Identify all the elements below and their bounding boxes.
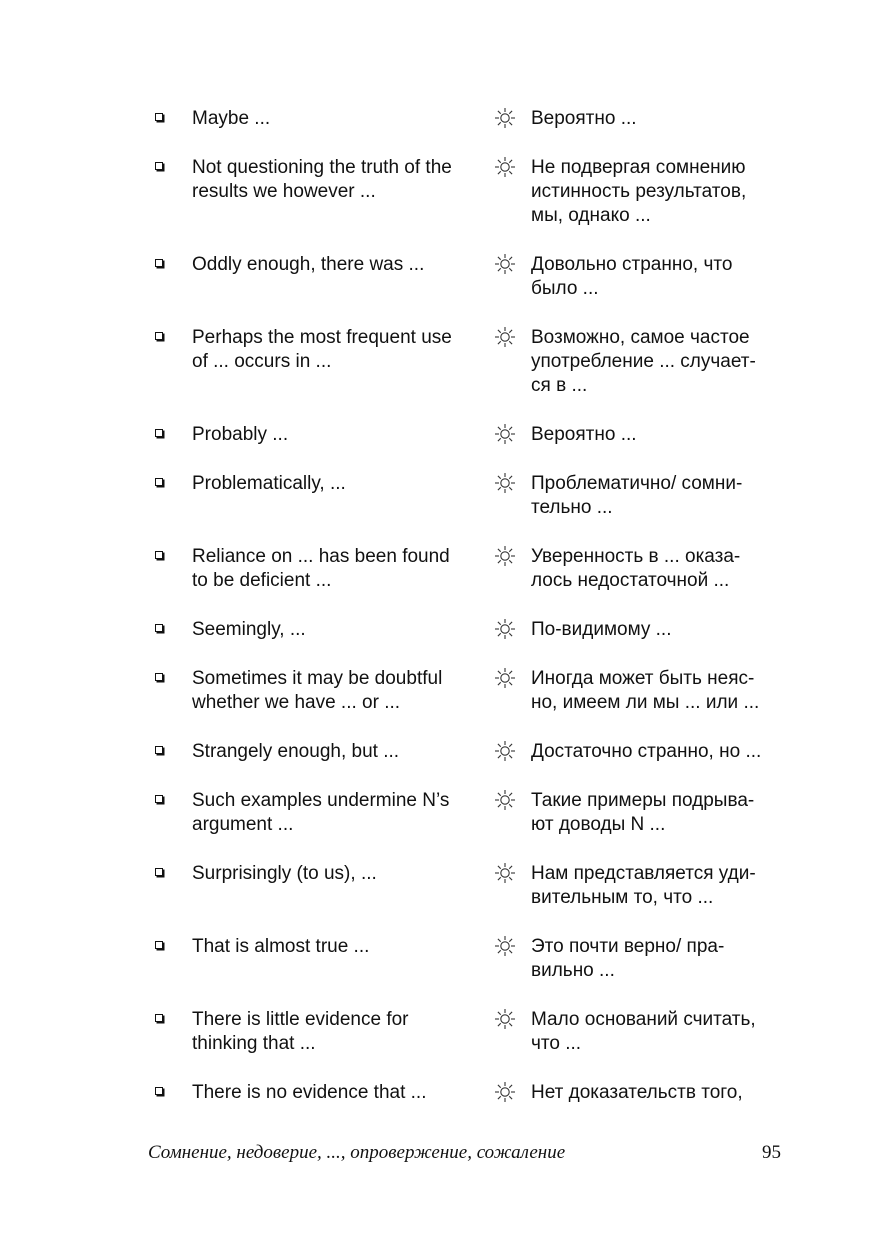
russian-translation: [531, 935, 793, 983]
checkbox-bullet-icon: [155, 1014, 163, 1022]
english-phrase: [192, 107, 482, 131]
english-phrase: [192, 789, 482, 837]
russian-translation-line: вительным то, что ...: [531, 887, 714, 908]
russian-translation-line: Нет доказательств того,: [531, 1082, 743, 1103]
russian-translation-line: Не подвергая сомнению: [531, 157, 746, 178]
phrase-entry: [0, 789, 872, 837]
english-phrase-line: Sometimes it may be doubtful: [192, 668, 443, 689]
russian-translation-line: Мало оснований считать,: [531, 1009, 756, 1030]
russian-translation-line: Это почти верно/ пра-: [531, 936, 725, 957]
sun-icon: [494, 1081, 516, 1103]
english-phrase: [192, 1008, 482, 1056]
english-phrase-line: There is no evidence that ...: [192, 1082, 427, 1103]
english-phrase-line: Surprisingly (to us), ...: [192, 863, 377, 884]
russian-translation: [531, 326, 793, 398]
english-phrase-line: Oddly enough, there was ...: [192, 254, 425, 275]
russian-translation: [531, 618, 793, 642]
english-phrase-line: thinking that ...: [192, 1033, 316, 1054]
russian-translation-line: По-видимому ...: [531, 619, 672, 640]
phrase-entry: [0, 326, 872, 398]
russian-translation: [531, 545, 793, 593]
phrase-entry: [0, 1008, 872, 1056]
russian-translation-line: Возможно, самое частое: [531, 327, 750, 348]
russian-translation: [531, 789, 793, 837]
checkbox-bullet-icon: [155, 429, 163, 437]
phrase-entry: [0, 156, 872, 228]
russian-translation: [531, 253, 793, 301]
russian-translation: [531, 107, 793, 131]
english-phrase: [192, 423, 482, 447]
checkbox-bullet-icon: [155, 868, 163, 876]
sun-icon: [494, 107, 516, 129]
sun-icon: [494, 472, 516, 494]
russian-translation-line: мы, однако ...: [531, 205, 651, 226]
checkbox-bullet-icon: [155, 113, 163, 121]
russian-translation: [531, 740, 793, 764]
english-phrase: [192, 545, 482, 593]
phrase-entry: [0, 423, 872, 447]
russian-translation-line: что ...: [531, 1033, 582, 1054]
english-phrase: [192, 472, 482, 496]
sun-icon: [494, 740, 516, 762]
sun-icon: [494, 545, 516, 567]
sun-icon: [494, 1008, 516, 1030]
russian-translation: [531, 1081, 793, 1105]
footer-title: Сомнение, недоверие, ..., опровержение, сожаление: [148, 1142, 566, 1163]
sun-icon: [494, 667, 516, 689]
english-phrase-line: whether we have ... or ...: [192, 692, 401, 713]
phrase-entry: [0, 667, 872, 715]
russian-translation-line: было ...: [531, 278, 599, 299]
english-phrase-line: of ... occurs in ...: [192, 351, 332, 372]
english-phrase-line: Probably ...: [192, 424, 289, 445]
phrase-entry: [0, 618, 872, 642]
page-number: 95: [762, 1142, 781, 1163]
russian-translation-line: Такие примеры подрыва-: [531, 790, 755, 811]
checkbox-bullet-icon: [155, 1087, 163, 1095]
sun-icon: [494, 862, 516, 884]
phrase-entry: [0, 107, 872, 131]
english-phrase: [192, 862, 482, 886]
russian-translation-line: но, имеем ли мы ... или ...: [531, 692, 760, 713]
russian-translation-line: лось недостаточной ...: [531, 570, 730, 591]
english-phrase-line: results we however ...: [192, 181, 376, 202]
english-phrase-line: to be deficient ...: [192, 570, 332, 591]
english-phrase: [192, 326, 482, 374]
english-phrase-line: Reliance on ... has been found: [192, 546, 450, 567]
russian-translation: [531, 423, 793, 447]
russian-translation-line: вильно ...: [531, 960, 615, 981]
checkbox-bullet-icon: [155, 478, 163, 486]
sun-icon: [494, 423, 516, 445]
english-phrase-line: Perhaps the most frequent use: [192, 327, 452, 348]
sun-icon: [494, 156, 516, 178]
checkbox-bullet-icon: [155, 673, 163, 681]
checkbox-bullet-icon: [155, 941, 163, 949]
russian-translation-line: Иногда может быть неяс-: [531, 668, 755, 689]
checkbox-bullet-icon: [155, 259, 163, 267]
checkbox-bullet-icon: [155, 162, 163, 170]
russian-translation-line: Проблематично/ сомни-: [531, 473, 743, 494]
english-phrase: [192, 618, 482, 642]
english-phrase-line: There is little evidence for: [192, 1009, 409, 1030]
english-phrase: [192, 667, 482, 715]
phrase-entry: [0, 740, 872, 764]
english-phrase: [192, 935, 482, 959]
english-phrase-line: Not questioning the truth of the: [192, 157, 452, 178]
phrase-entry: [0, 545, 872, 593]
checkbox-bullet-icon: [155, 795, 163, 803]
phrase-entry: [0, 862, 872, 910]
russian-translation-line: тельно ...: [531, 497, 613, 518]
english-phrase: [192, 1081, 482, 1105]
russian-translation-line: истинность результатов,: [531, 181, 747, 202]
russian-translation-line: Уверенность в ... оказа-: [531, 546, 741, 567]
checkbox-bullet-icon: [155, 551, 163, 559]
checkbox-bullet-icon: [155, 624, 163, 632]
english-phrase-line: Seemingly, ...: [192, 619, 306, 640]
english-phrase-line: That is almost true ...: [192, 936, 370, 957]
english-phrase: [192, 156, 482, 204]
russian-translation-line: Достаточно странно, но ...: [531, 741, 762, 762]
russian-translation-line: ся в ...: [531, 375, 588, 396]
phrase-entry: [0, 472, 872, 520]
russian-translation-line: Вероятно ...: [531, 424, 637, 445]
sun-icon: [494, 789, 516, 811]
phrase-entry: [0, 1081, 872, 1105]
russian-translation: [531, 862, 793, 910]
russian-translation-line: Вероятно ...: [531, 108, 637, 129]
russian-translation-line: ют доводы N ...: [531, 814, 666, 835]
russian-translation: [531, 1008, 793, 1056]
checkbox-bullet-icon: [155, 332, 163, 340]
phrase-entry: [0, 253, 872, 301]
russian-translation: [531, 472, 793, 520]
russian-translation: [531, 667, 793, 715]
sun-icon: [494, 618, 516, 640]
english-phrase-line: Strangely enough, but ...: [192, 741, 400, 762]
sun-icon: [494, 253, 516, 275]
english-phrase-line: argument ...: [192, 814, 294, 835]
russian-translation: [531, 156, 793, 228]
english-phrase-line: Maybe ...: [192, 108, 271, 129]
russian-translation-line: Довольно странно, что: [531, 254, 733, 275]
english-phrase-line: Such examples undermine N’s: [192, 790, 450, 811]
sun-icon: [494, 326, 516, 348]
russian-translation-line: Нам представляется уди-: [531, 863, 756, 884]
english-phrase: [192, 740, 482, 764]
russian-translation-line: употребление ... случает-: [531, 351, 756, 372]
english-phrase-line: Problematically, ...: [192, 473, 346, 494]
checkbox-bullet-icon: [155, 746, 163, 754]
english-phrase: [192, 253, 482, 277]
phrase-entry: [0, 935, 872, 983]
sun-icon: [494, 935, 516, 957]
